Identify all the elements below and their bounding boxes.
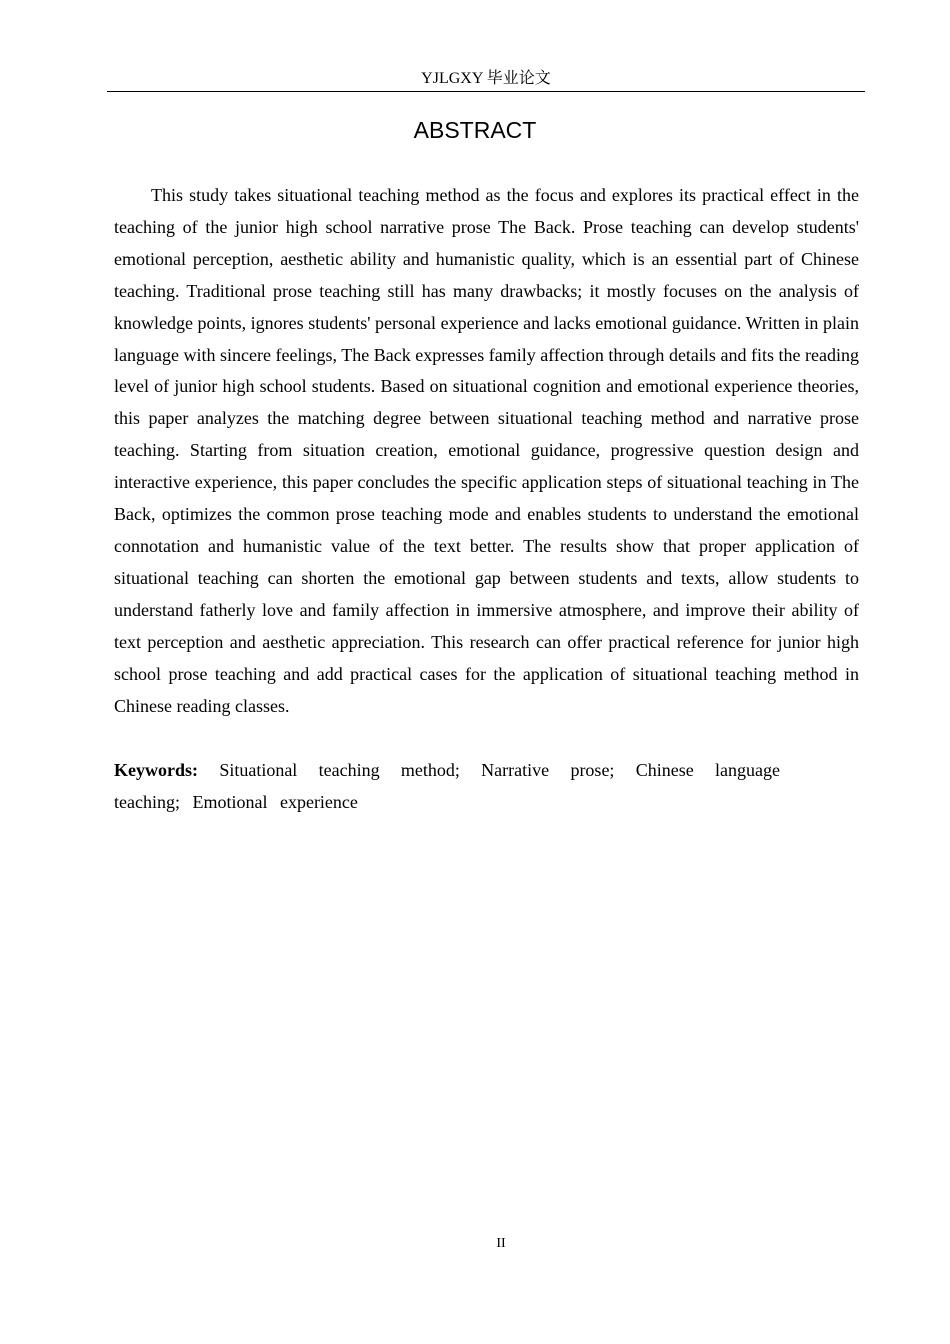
keywords-label: Keywords: <box>114 760 198 780</box>
abstract-body: This study takes situational teaching method as the focus and explores its practical effect in the teaching of the junior high school narrative prose The Back. Prose teaching can develop students' emotional perception, aesthetic ability and humanistic quality, which is an essential part of Chinese teaching. Traditional prose teaching still has many drawbacks; it mostly focuses on the analysis of knowledge points, ignores students' personal experience and lacks emotional guidance. Written in plain language with sincere feelings, The Back expresses family affection through details and fits the reading level of junior high school students. Based on situational cognition and emotional experience theories, this paper analyzes the matching degree between situational teaching method and narrative prose teaching. Starting from situation creation, emotional guidance, progressive question design and interactive experience, this paper concludes the specific application steps of situational teaching in The Back, optimizes the common prose teaching mode and enables students to understand the emotional connotation and humanistic value of the text better. The results show that proper application of situational teaching can shorten the emotional gap between students and texts, allow students to understand fatherly love and family affection in immersive atmosphere, and improve their ability of text perception and aesthetic appreciation. This research can offer practical reference for junior high school prose teaching and add practical cases for the application of situational teaching method in Chinese reading classes. <box>114 185 859 716</box>
page-number: II <box>496 1236 506 1251</box>
running-header-title: YJLGXY 毕业论文 <box>421 70 551 87</box>
keywords-paragraph <box>114 754 780 818</box>
abstract-title: ABSTRACT <box>413 117 537 143</box>
keywords-text: Situational teaching method; Narrative prose; Chinese language teaching; Emotional experience <box>114 760 780 812</box>
running-header <box>107 67 865 92</box>
